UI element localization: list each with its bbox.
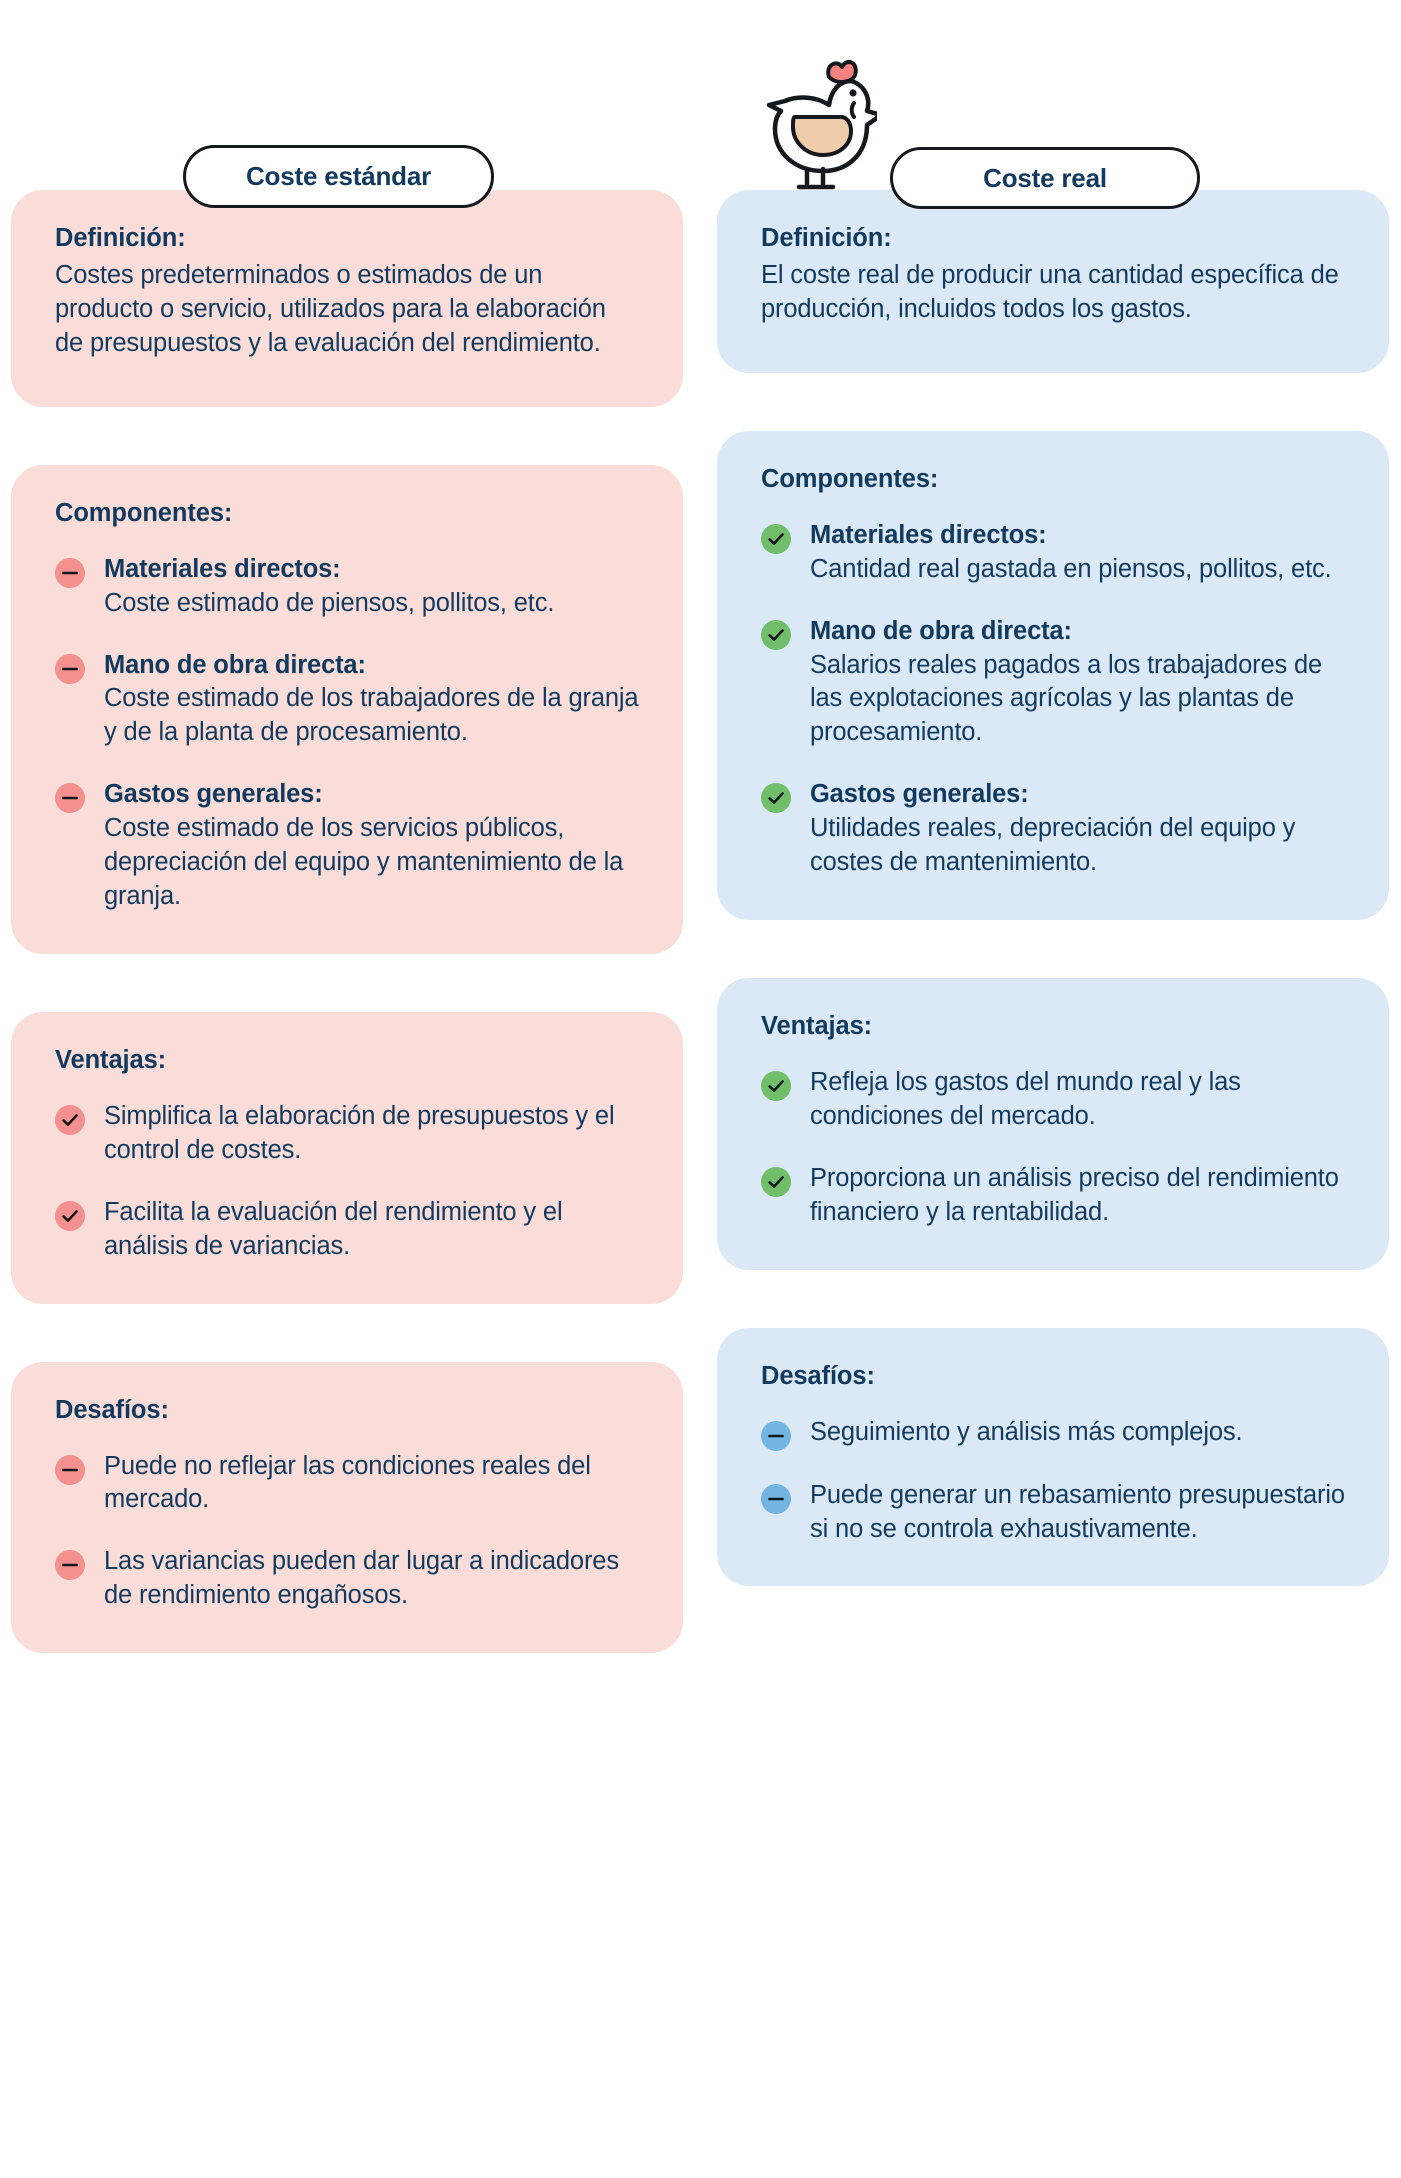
- card-standard-cost-definition: [11, 190, 683, 407]
- minus-icon: [55, 1550, 85, 1580]
- card-title: Ventajas:: [55, 1045, 167, 1074]
- list-item-desc: Puede no reflejar las condiciones reales del mercado.: [104, 1451, 591, 1514]
- card-title: Definición:: [761, 224, 892, 252]
- minus-icon: [55, 783, 85, 813]
- check-icon: [761, 1071, 791, 1101]
- bullet-list: [55, 1449, 639, 1614]
- list-item-lead: Mano de obra directa:: [104, 650, 366, 679]
- list-item: [761, 614, 1345, 751]
- check-icon: [761, 620, 791, 650]
- list-item-text: [104, 1099, 639, 1168]
- list-item: [761, 1415, 1345, 1451]
- minus-icon: [761, 1421, 791, 1451]
- check-icon: [761, 783, 791, 813]
- card-actual-cost-advantages: [717, 978, 1389, 1270]
- minus-icon: [761, 1484, 791, 1514]
- list-item-text: [104, 1449, 639, 1518]
- list-item-desc: Cantidad real gastada en piensos, pollitos, etc.: [810, 554, 1332, 583]
- check-icon: [761, 524, 791, 554]
- list-item-desc: Coste estimado de piensos, pollitos, etc.: [104, 588, 555, 617]
- column-standard-cost: [11, 190, 683, 1653]
- bullet-list: [55, 552, 639, 914]
- list-item-text: [104, 1544, 639, 1613]
- minus-icon: [55, 558, 85, 588]
- list-item: [761, 1065, 1345, 1134]
- pill-coste-real: Coste real: [890, 147, 1200, 209]
- card-title: Componentes:: [761, 464, 939, 493]
- list-item: [761, 1161, 1345, 1230]
- list-item: [761, 518, 1345, 587]
- list-item-desc: Utilidades reales, depreciación del equipo y costes de mantenimiento.: [810, 814, 1296, 877]
- list-item-text: [104, 648, 639, 751]
- list-item-lead: Materiales directos:: [810, 520, 1047, 549]
- list-item: [55, 1099, 639, 1168]
- list-item-lead: Materiales directos:: [104, 554, 341, 583]
- list-item: [55, 1195, 639, 1264]
- card-title: Desafíos:: [761, 1361, 875, 1390]
- list-item-desc: Coste estimado de los servicios públicos, depreciación del equipo y mantenimiento de la granja.: [104, 814, 624, 910]
- list-item-desc: Puede generar un rebasamiento presupuestario si no se controla exhaustivamente.: [810, 1480, 1345, 1543]
- list-item-desc: Seguimiento y análisis más complejos.: [810, 1417, 1243, 1446]
- list-item: [55, 552, 639, 621]
- list-item: [55, 1449, 639, 1518]
- bullet-list: [761, 1415, 1345, 1547]
- card-title: Componentes:: [55, 498, 233, 527]
- list-item-text: [810, 1065, 1345, 1134]
- card-body-text: El coste real de producir una cantidad específica de producción, incluidos todos los gastos.: [761, 261, 1339, 323]
- list-item: [55, 648, 639, 751]
- list-item-desc: Facilita la evaluación del rendimiento y el análisis de variancias.: [104, 1197, 563, 1260]
- list-item-desc: Coste estimado de los trabajadores de la granja y de la planta de procesamiento.: [104, 684, 639, 747]
- list-item: [55, 777, 639, 914]
- card-actual-cost-definition: [717, 190, 1389, 373]
- bullet-list: [761, 518, 1345, 880]
- list-item-lead: Gastos generales:: [104, 780, 323, 809]
- card-actual-cost-components: [717, 431, 1389, 920]
- list-item-text: [104, 552, 554, 621]
- list-item: [761, 1478, 1345, 1547]
- list-item-desc: Salarios reales pagados a los trabajadores de las explotaciones agrícolas y las plantas de procesamiento.: [810, 650, 1323, 747]
- card-body-text: Costes predeterminados o estimados de un producto o servicio, utilizados para la elaboración de presupuestos y la evaluación del rendimiento.: [55, 261, 606, 357]
- list-item-text: [810, 518, 1332, 587]
- list-item: [761, 777, 1345, 880]
- card-title: Definición:: [55, 224, 186, 252]
- list-item-desc: Proporciona un análisis preciso del rendimiento financiero y la rentabilidad.: [810, 1163, 1339, 1226]
- check-icon: [55, 1105, 85, 1135]
- list-item-lead: Mano de obra directa:: [810, 616, 1072, 645]
- bullet-list: [55, 1099, 639, 1264]
- list-item-text: [810, 614, 1345, 751]
- minus-icon: [55, 1455, 85, 1485]
- list-item-text: [810, 1161, 1345, 1230]
- list-item-text: [810, 777, 1345, 880]
- list-item-text: [810, 1478, 1345, 1547]
- list-item-desc: Refleja los gastos del mundo real y las condiciones del mercado.: [810, 1067, 1241, 1130]
- list-item-desc: Las variancias pueden dar lugar a indicadores de rendimiento engañosos.: [104, 1547, 619, 1610]
- list-item-lead: Gastos generales:: [810, 780, 1029, 809]
- pill-coste-estandar: Coste estándar: [183, 145, 494, 208]
- card-title: Ventajas:: [761, 1011, 873, 1040]
- list-item-text: [810, 1415, 1242, 1450]
- card-standard-cost-challenges: [11, 1362, 683, 1654]
- list-item: [55, 1544, 639, 1613]
- bullet-list: [761, 1065, 1345, 1230]
- list-item-desc: Simplifica la elaboración de presupuestos y el control de costes.: [104, 1101, 615, 1164]
- check-icon: [55, 1201, 85, 1231]
- list-item-text: [104, 1195, 639, 1264]
- column-actual-cost: [717, 190, 1389, 1653]
- card-title: Desafíos:: [55, 1395, 169, 1424]
- card-actual-cost-challenges: [717, 1328, 1389, 1587]
- list-item-text: [104, 777, 639, 914]
- chicken-illustration: [755, 55, 877, 195]
- check-icon: [761, 1167, 791, 1197]
- card-standard-cost-components: [11, 465, 683, 954]
- minus-icon: [55, 654, 85, 684]
- card-standard-cost-advantages: [11, 1012, 683, 1304]
